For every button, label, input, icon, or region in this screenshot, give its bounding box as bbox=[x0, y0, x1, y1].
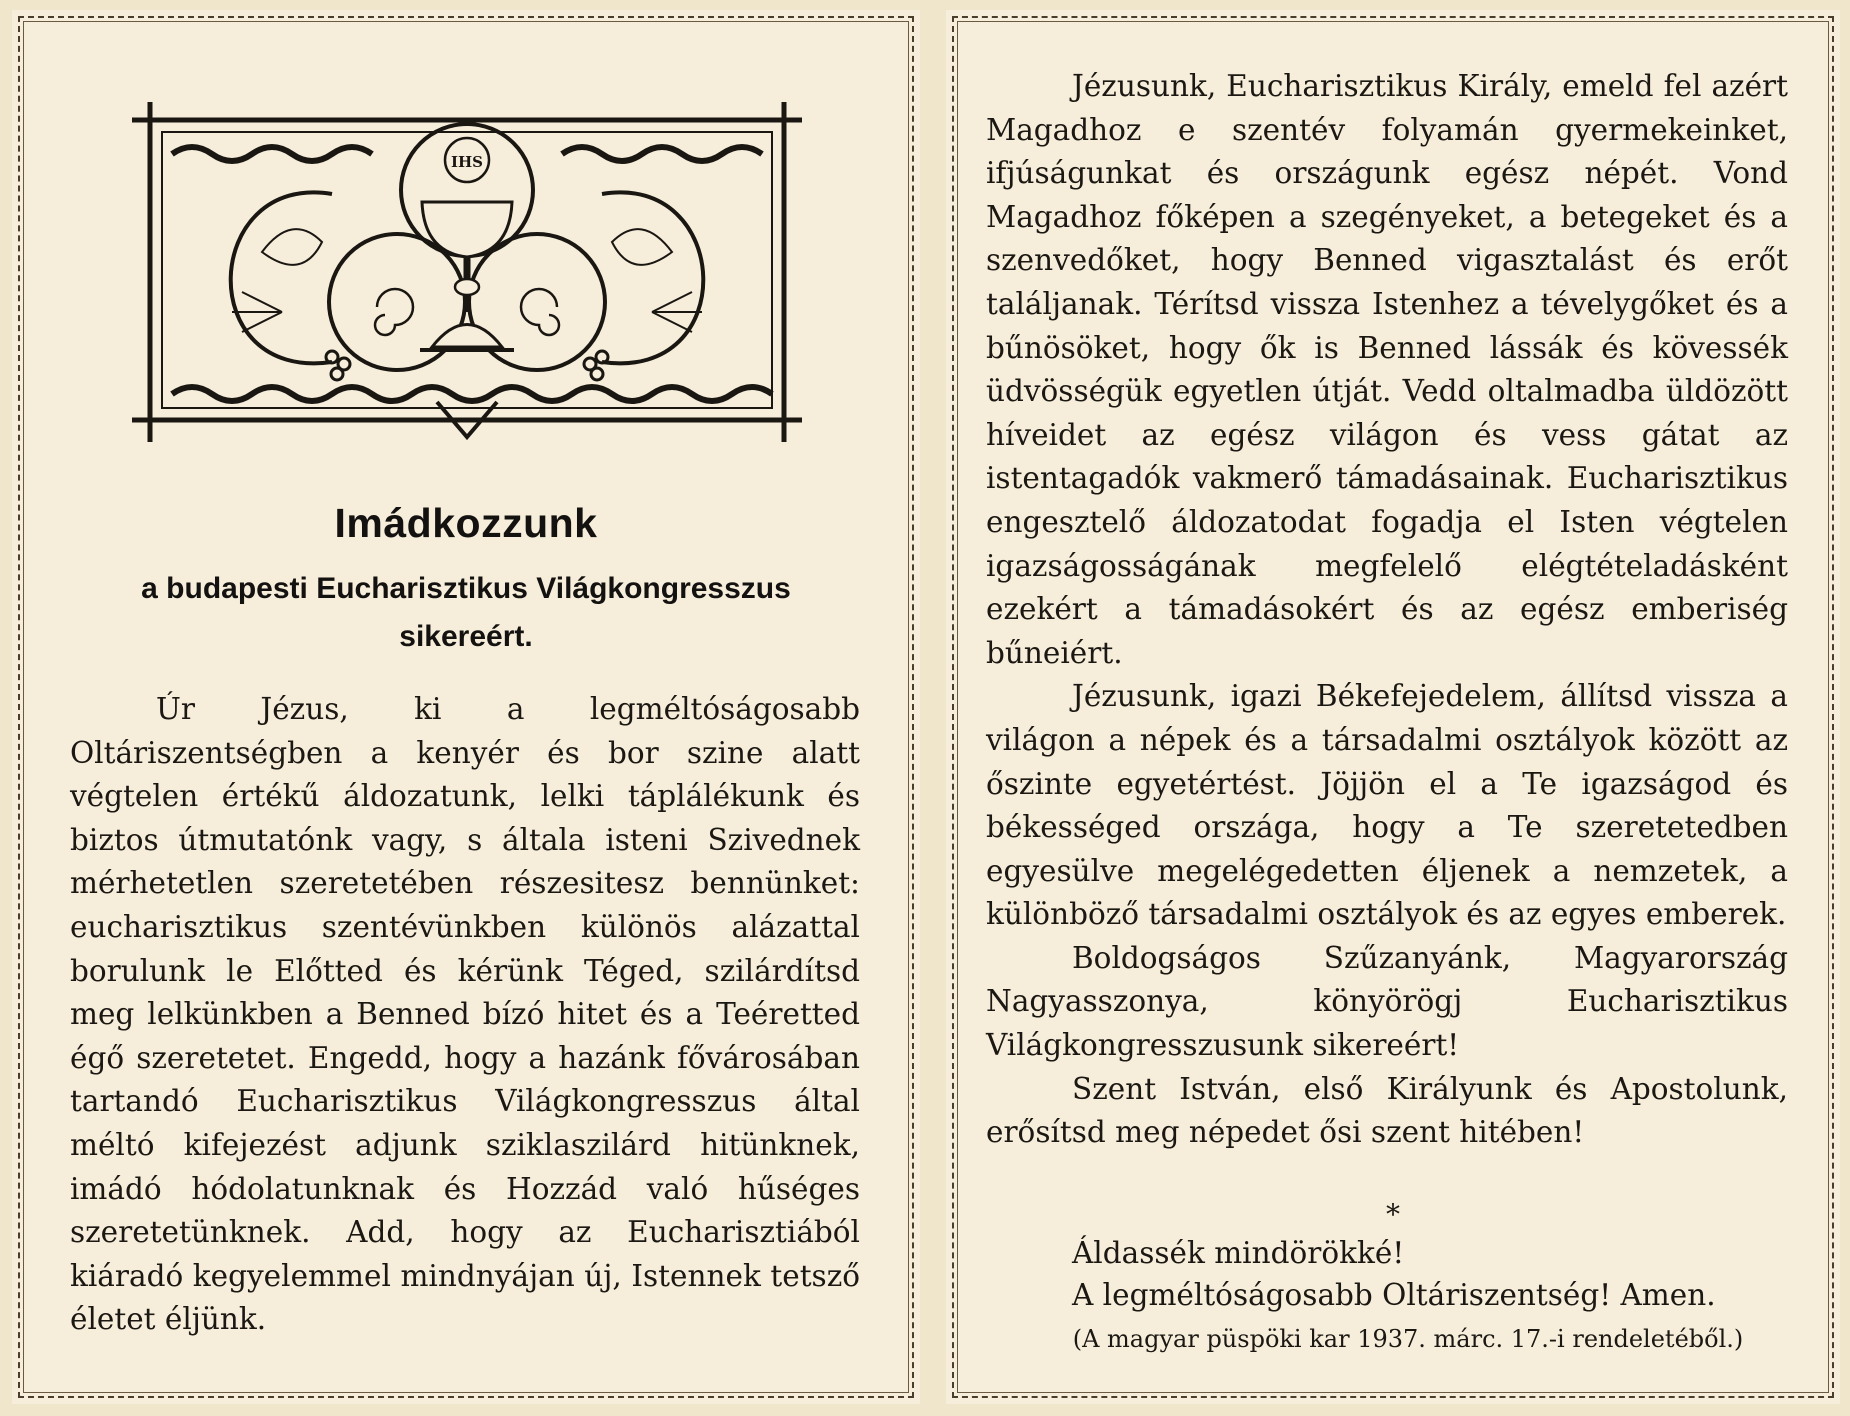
ihs-monogram: IHS bbox=[450, 153, 484, 171]
prayer-subtitle-line2: sikereért. bbox=[399, 620, 533, 653]
closing-line1: Áldassék mindörökké! bbox=[1072, 1236, 1405, 1270]
prayer-title: Imádkozzunk bbox=[334, 500, 598, 546]
closing-line2: A legméltóságosabb Oltáriszentség! Amen. bbox=[1072, 1278, 1716, 1312]
asterisk-divider: * bbox=[1386, 1198, 1400, 1231]
left-page bbox=[12, 10, 920, 1404]
source-note: (A magyar püspöki kar 1937. márc. 17.-i rendeletéből.) bbox=[1072, 1325, 1744, 1353]
prayer-body bbox=[70, 688, 860, 1342]
right-page bbox=[946, 10, 1840, 1404]
prayer-continuation bbox=[986, 65, 1788, 1155]
prayer-subtitle-line1: a budapesti Eucharisztikus Világkongresszus bbox=[141, 572, 791, 605]
paragraph-saint-stephen: Szent István, első Királyunk és Apostolunk, erősítsd meg népedet ősi szent hitében! bbox=[986, 1071, 1788, 1150]
eucharist-chalice-ornament bbox=[132, 102, 802, 447]
paragraph-prince-of-peace: Jézusunk, igazi Békefejedelem, állítsd vissza a világon a népek és a társadalmi osztályok között az őszinte egyetértést. Jöjjön el a Te igazságod és békességed országa, hogy a Te szeretetedben egyesülve megelégedetten éljenek a nemzetek, a különböző társadalmi osztályok és az egyes emberek. bbox=[986, 679, 1788, 932]
closing-blessing bbox=[1072, 1232, 1716, 1316]
paragraph-eucharistic-king: Jézusunk, Eucharisztikus Király, emeld fel azért Magadhoz e szentév folyamán gyermekeinket, ifjúságunkat és országunk egész népét. Vond Magadhoz főképen a szegényeket, a betegeket és a szenvedőket, hogy Benned vigasztalást és erőt találjanak. Térítsd vissza Istenhez a tévelygőket és a bűnösöket, hogy ők is Benned lássák és kövessék üdvösségük egyetlen útját. Vedd oltalmadba üldözött híveidet az egész világon és vess gátat az istentagadók vakmerő támadásainak. Eucharisztikus engesztelő áldozatodat fogadja el Isten végtelen igazságosságának megfelelő elégtételadásként ezekért a támadásokért és az egész emberiség bűneiért. bbox=[986, 69, 1788, 670]
paragraph-blessed-virgin: Boldogságos Szűzanyánk, Magyarország Nagyasszonya, könyörögj Eucharisztikus Világkongresszusunk sikereért! bbox=[986, 940, 1788, 1063]
prayer-paragraph: Úr Jézus, ki a legméltóságosabb Oltáriszentségben a kenyér és bor szine alatt végtelen értékű áldozatunk, lelki táplálékunk és biztos útmutatónk vagy, s általa isteni Szivednek mérhetetlen szeretetében részesitesz bennünket: eucharisztikus szentévünkben különös alázattal borulunk le Előtted és kérünk Téged, szilárdítsd meg lelkünkben a Benned bízó hitet és a Teéretted égő szeretetet. Engedd, hogy a hazánk fővárosában tartandó Eucharisztikus Világkongresszus által méltó kifejezést adjunk sziklaszilárd hitünknek, imádó hódolatunknak és Hozzád való hűséges szeretetünknek. Add, hogy az Eucharisztiából kiáradó kegyelemmel mindnyájan új, Istennek tetsző életet éljünk. bbox=[70, 692, 860, 1337]
